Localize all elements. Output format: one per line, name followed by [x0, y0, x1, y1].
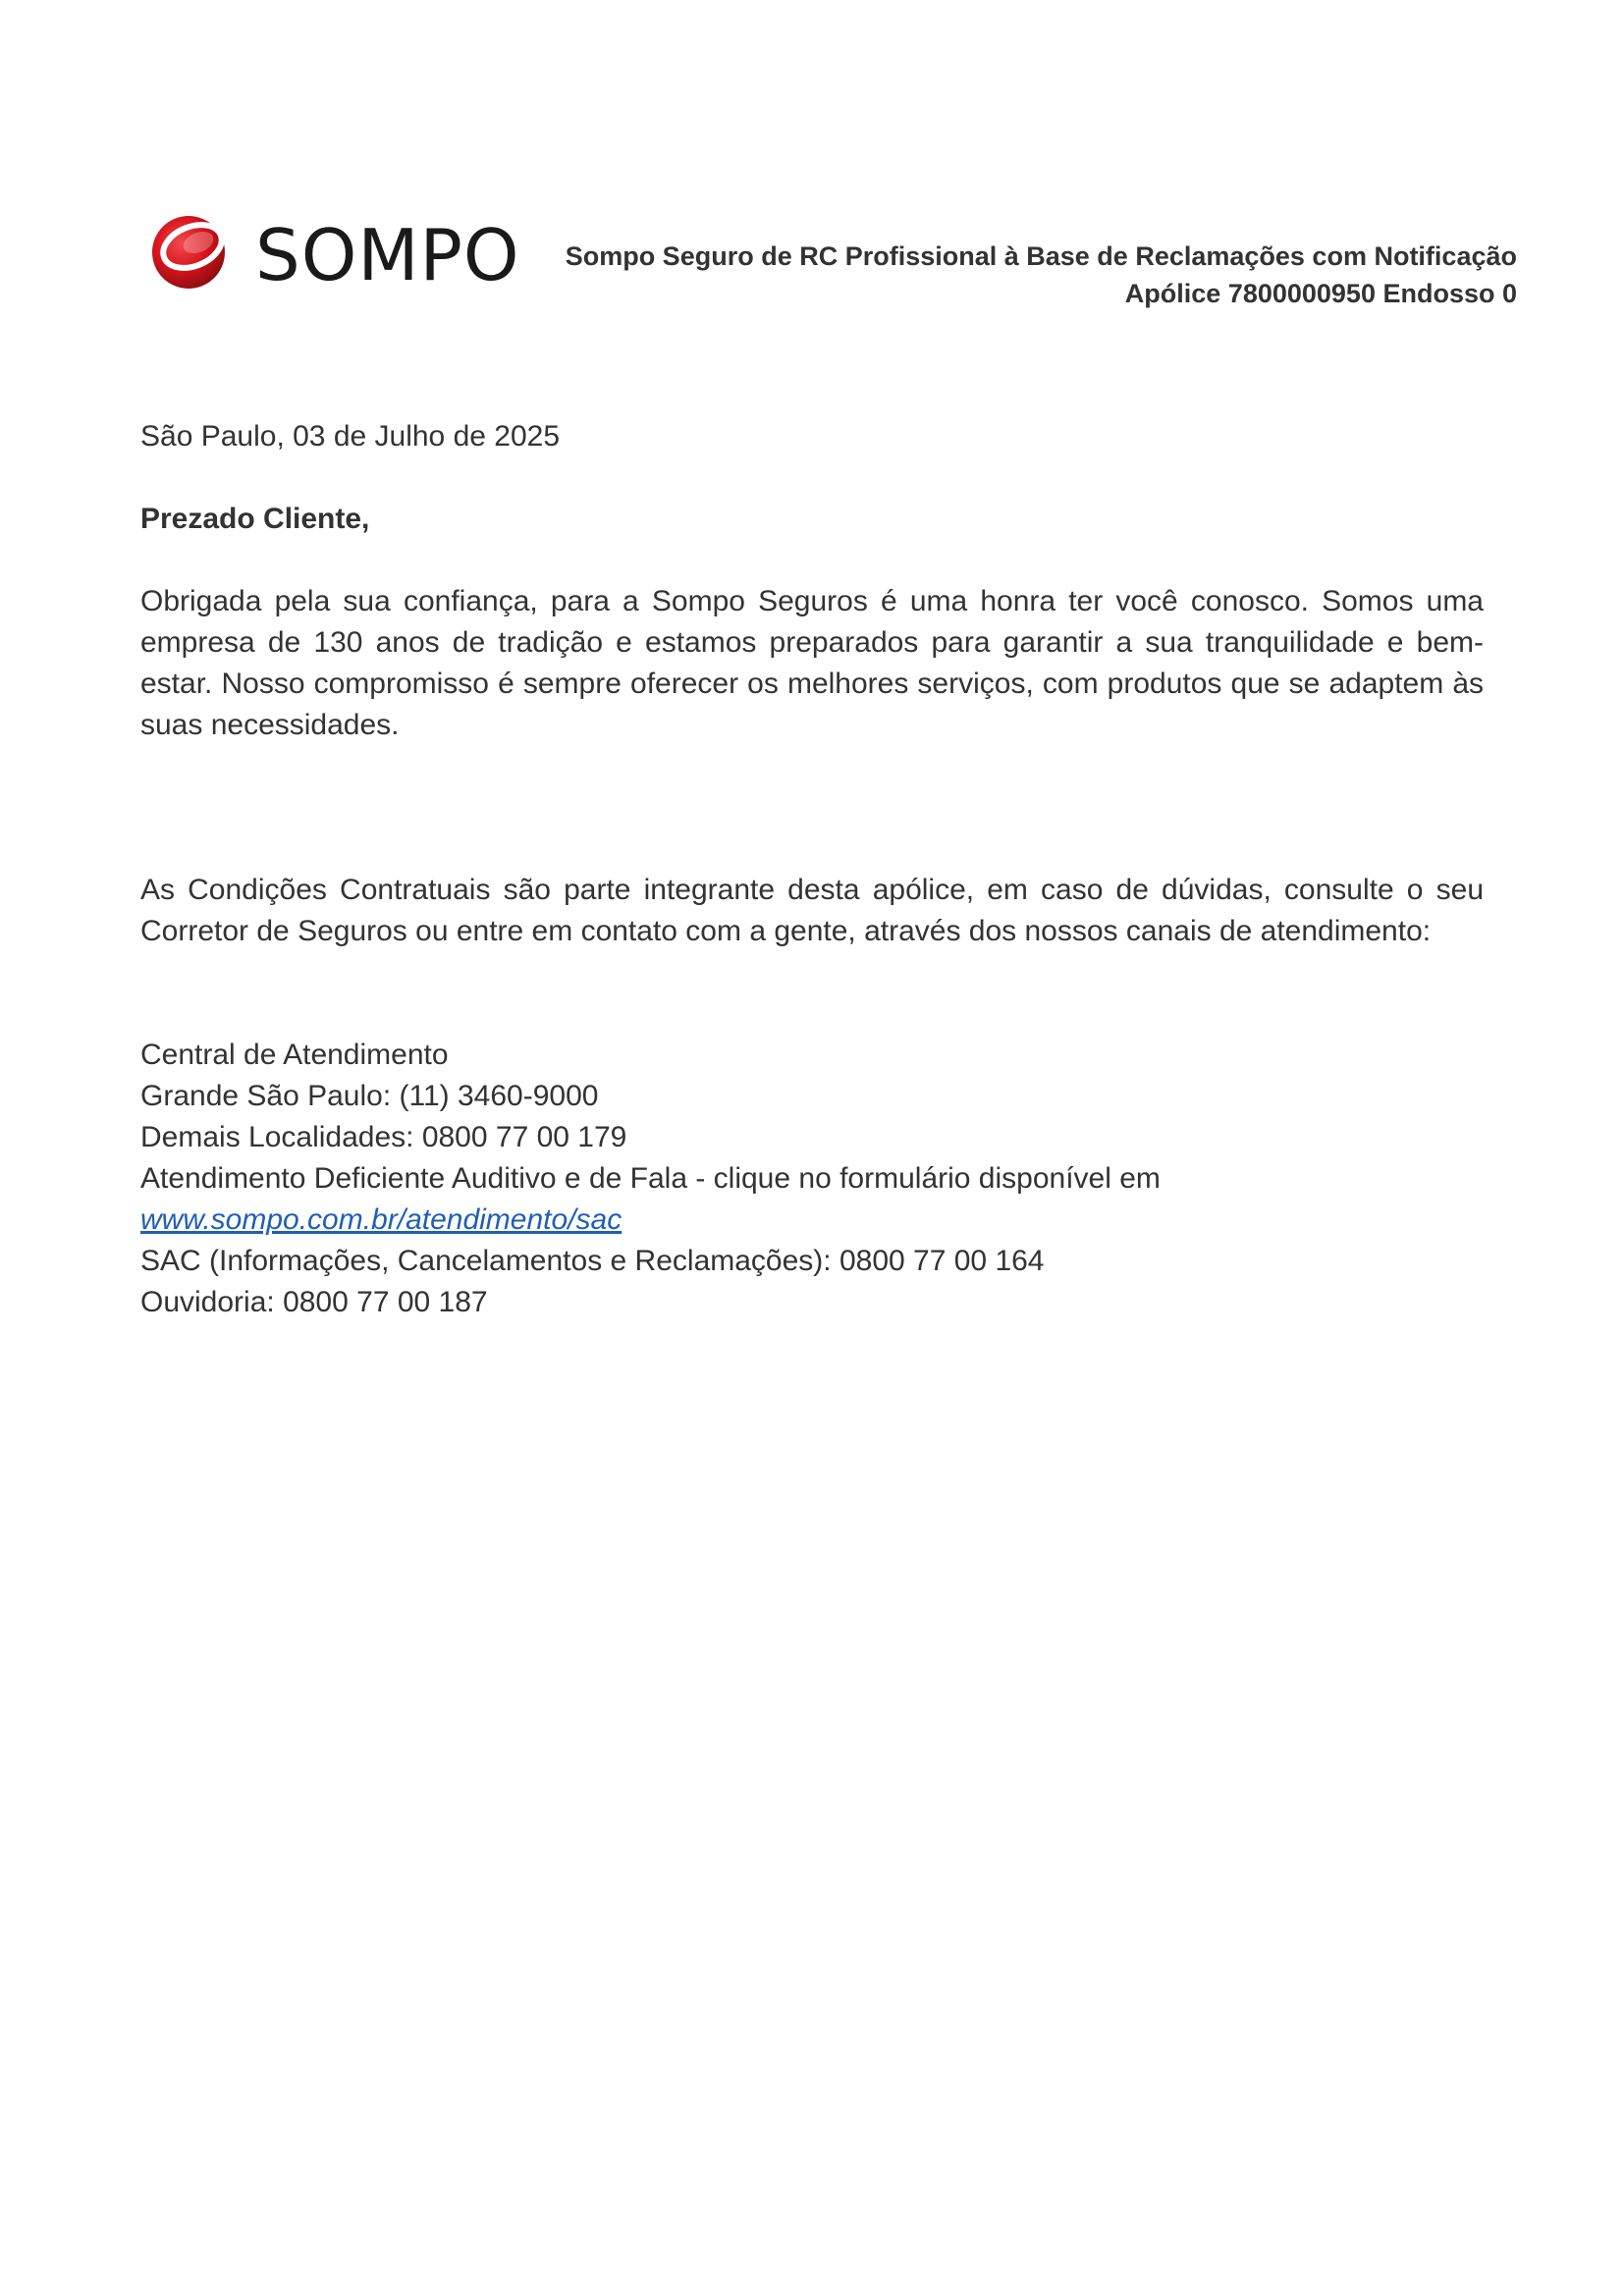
sompo-sphere-icon [152, 216, 228, 289]
contact-sac: SAC (Informações, Cancelamentos e Reclamações): 0800 77 00 164 [140, 1245, 1045, 1277]
policy-number: Apólice 7800000950 Endosso 0 [1124, 279, 1517, 308]
letter-greeting: Prezado Cliente, [140, 503, 370, 535]
spacer [140, 952, 1484, 1035]
letter-paragraph-2: As Condições Contratuais são parte integrante desta apólice, em caso de dúvidas, consulte o seu Corretor de Seguros ou entre em contato com a gente, através dos nossos canais de atendimento: [140, 874, 1484, 947]
sac-link[interactable]: www.sompo.com.br/atendimento/sac [140, 1203, 623, 1236]
letter-paragraph-1: Obrigada pela sua confiança, para a Sompo Seguros é uma honra ter você conosco. Somos uma empresa de 130 anos de tradição e estamos preparados para garantir a sua tranquilidade e bem-estar. Nosso compromisso é sempre oferecer os melhores serviços, com produtos que se adaptem às suas necessidades. [140, 585, 1484, 741]
sompo-wordmark: SOMPO [255, 214, 520, 291]
letter-body [140, 416, 1484, 1323]
policy-header [535, 238, 1517, 312]
contact-title: Central de Atendimento [140, 1039, 449, 1071]
spacer [140, 746, 1484, 870]
letter-date: São Paulo, 03 de Julho de 2025 [140, 420, 561, 453]
contact-grande-sp: Grande São Paulo: (11) 3460-9000 [140, 1080, 599, 1112]
sompo-logo [147, 207, 530, 291]
contact-ouvidoria: Ouvidoria: 0800 77 00 187 [140, 1286, 488, 1318]
contact-deficiente: Atendimento Deficiente Auditivo e de Fala - clique no formulário disponível em [140, 1162, 1161, 1195]
policy-product-title: Sompo Seguro de RC Profissional à Base de Reclamações com Notificação [565, 241, 1517, 271]
contact-demais: Demais Localidades: 0800 77 00 179 [140, 1121, 627, 1153]
contact-block [140, 1035, 1484, 1323]
